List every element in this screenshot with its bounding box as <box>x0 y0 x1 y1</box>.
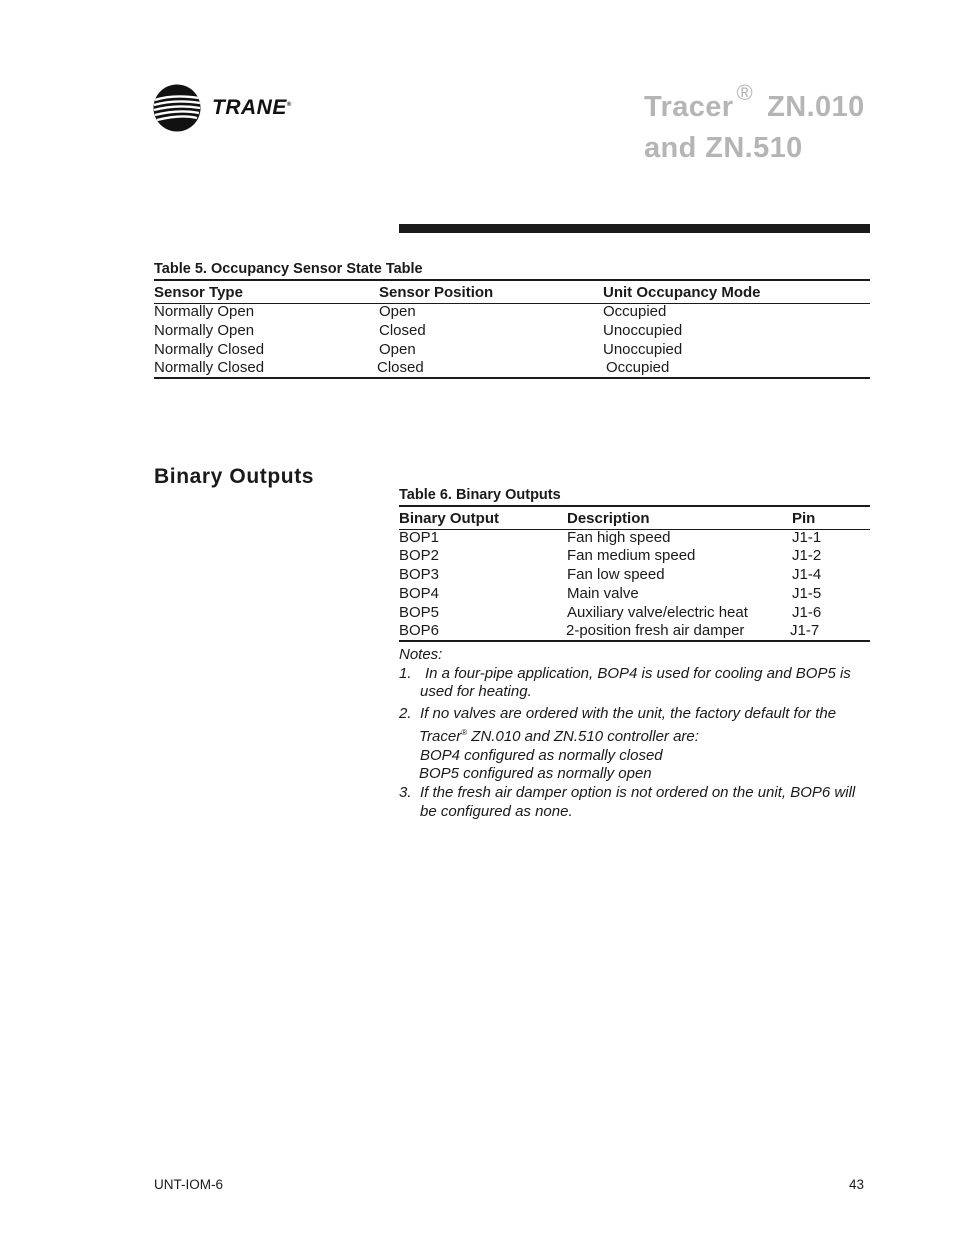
table-cell: Open <box>379 303 416 320</box>
table-caption: Table 5. Occupancy Sensor State Table <box>154 261 423 277</box>
footer-doc-id: UNT-IOM-6 <box>154 1177 223 1192</box>
table-cell: Fan medium speed <box>567 547 696 564</box>
table-cell: BOP1 <box>399 529 440 546</box>
table-cell: Occupied <box>603 303 667 320</box>
section-heading: Binary Outputs <box>154 465 315 488</box>
header-rule <box>399 224 870 233</box>
note-item: 3. If the fresh air damper option is not ordered on the unit, BOP6 will be configured as none. <box>399 783 856 820</box>
table-cell: Unoccupied <box>603 341 683 358</box>
table-cell: 2-position fresh air damper <box>566 622 745 639</box>
table-cell: Fan low speed <box>567 566 665 583</box>
note-item: 1. In a four-pipe application, BOP4 is used for cooling and BOP5 is used for heating. <box>399 664 851 701</box>
table-cell: BOP5 <box>399 604 440 621</box>
table-cell: J1-4 <box>792 566 822 583</box>
column-header: Pin <box>792 510 816 527</box>
table-caption: Table 6. Binary Outputs <box>399 487 561 503</box>
table-cell: Auxiliary valve/electric heat <box>567 604 748 621</box>
notes-heading: Notes: <box>399 646 443 663</box>
table-cell: Normally Open <box>154 303 255 320</box>
table-notes <box>399 646 869 821</box>
table-bottom-rule <box>154 377 870 379</box>
table-cell: Normally Closed <box>154 359 265 376</box>
table-top-rule <box>154 279 870 281</box>
table-cell: Main valve <box>567 585 639 602</box>
table-cell: J1-5 <box>792 585 822 602</box>
note-item: 2. If no valves are ordered with the unit, the factory default for the Tracer® ZN.010 and ZN.510 controller are: BOP4 configured as normally closed BOP5 configured as normally open <box>399 705 837 783</box>
table-cell: J1-2 <box>792 547 822 564</box>
column-header: Sensor Type <box>154 284 243 301</box>
table-cell: Normally Closed <box>154 341 265 358</box>
column-header: Binary Output <box>399 510 499 527</box>
table-cell: Closed <box>377 359 424 376</box>
table-cell: BOP4 <box>399 585 440 602</box>
table-cell: J1-6 <box>792 604 822 621</box>
table-cell: Fan high speed <box>567 529 671 546</box>
brand-wordmark: TRANE® <box>212 96 292 119</box>
table-cell: Normally Open <box>154 322 255 339</box>
column-header: Sensor Position <box>379 284 494 301</box>
header-rule <box>154 303 870 304</box>
column-header: Unit Occupancy Mode <box>603 284 761 301</box>
table-cell: Open <box>379 341 416 358</box>
table-cell: Unoccupied <box>603 322 683 339</box>
column-header: Description <box>567 510 650 527</box>
table-cell: Occupied <box>606 359 670 376</box>
table-cell: Closed <box>379 322 426 339</box>
table-top-rule <box>399 505 870 507</box>
table-bottom-rule <box>399 640 870 642</box>
table-cell: J1-7 <box>790 622 820 639</box>
document-title: Tracer ® ZN.010 and ZN.510 <box>644 80 865 164</box>
table-cell: BOP6 <box>399 622 440 639</box>
table-cell: BOP3 <box>399 566 440 583</box>
page-number: 43 <box>849 1177 865 1192</box>
table-cell: BOP2 <box>399 547 440 564</box>
table-cell: J1-1 <box>792 529 822 546</box>
trane-logo-icon <box>153 84 201 132</box>
